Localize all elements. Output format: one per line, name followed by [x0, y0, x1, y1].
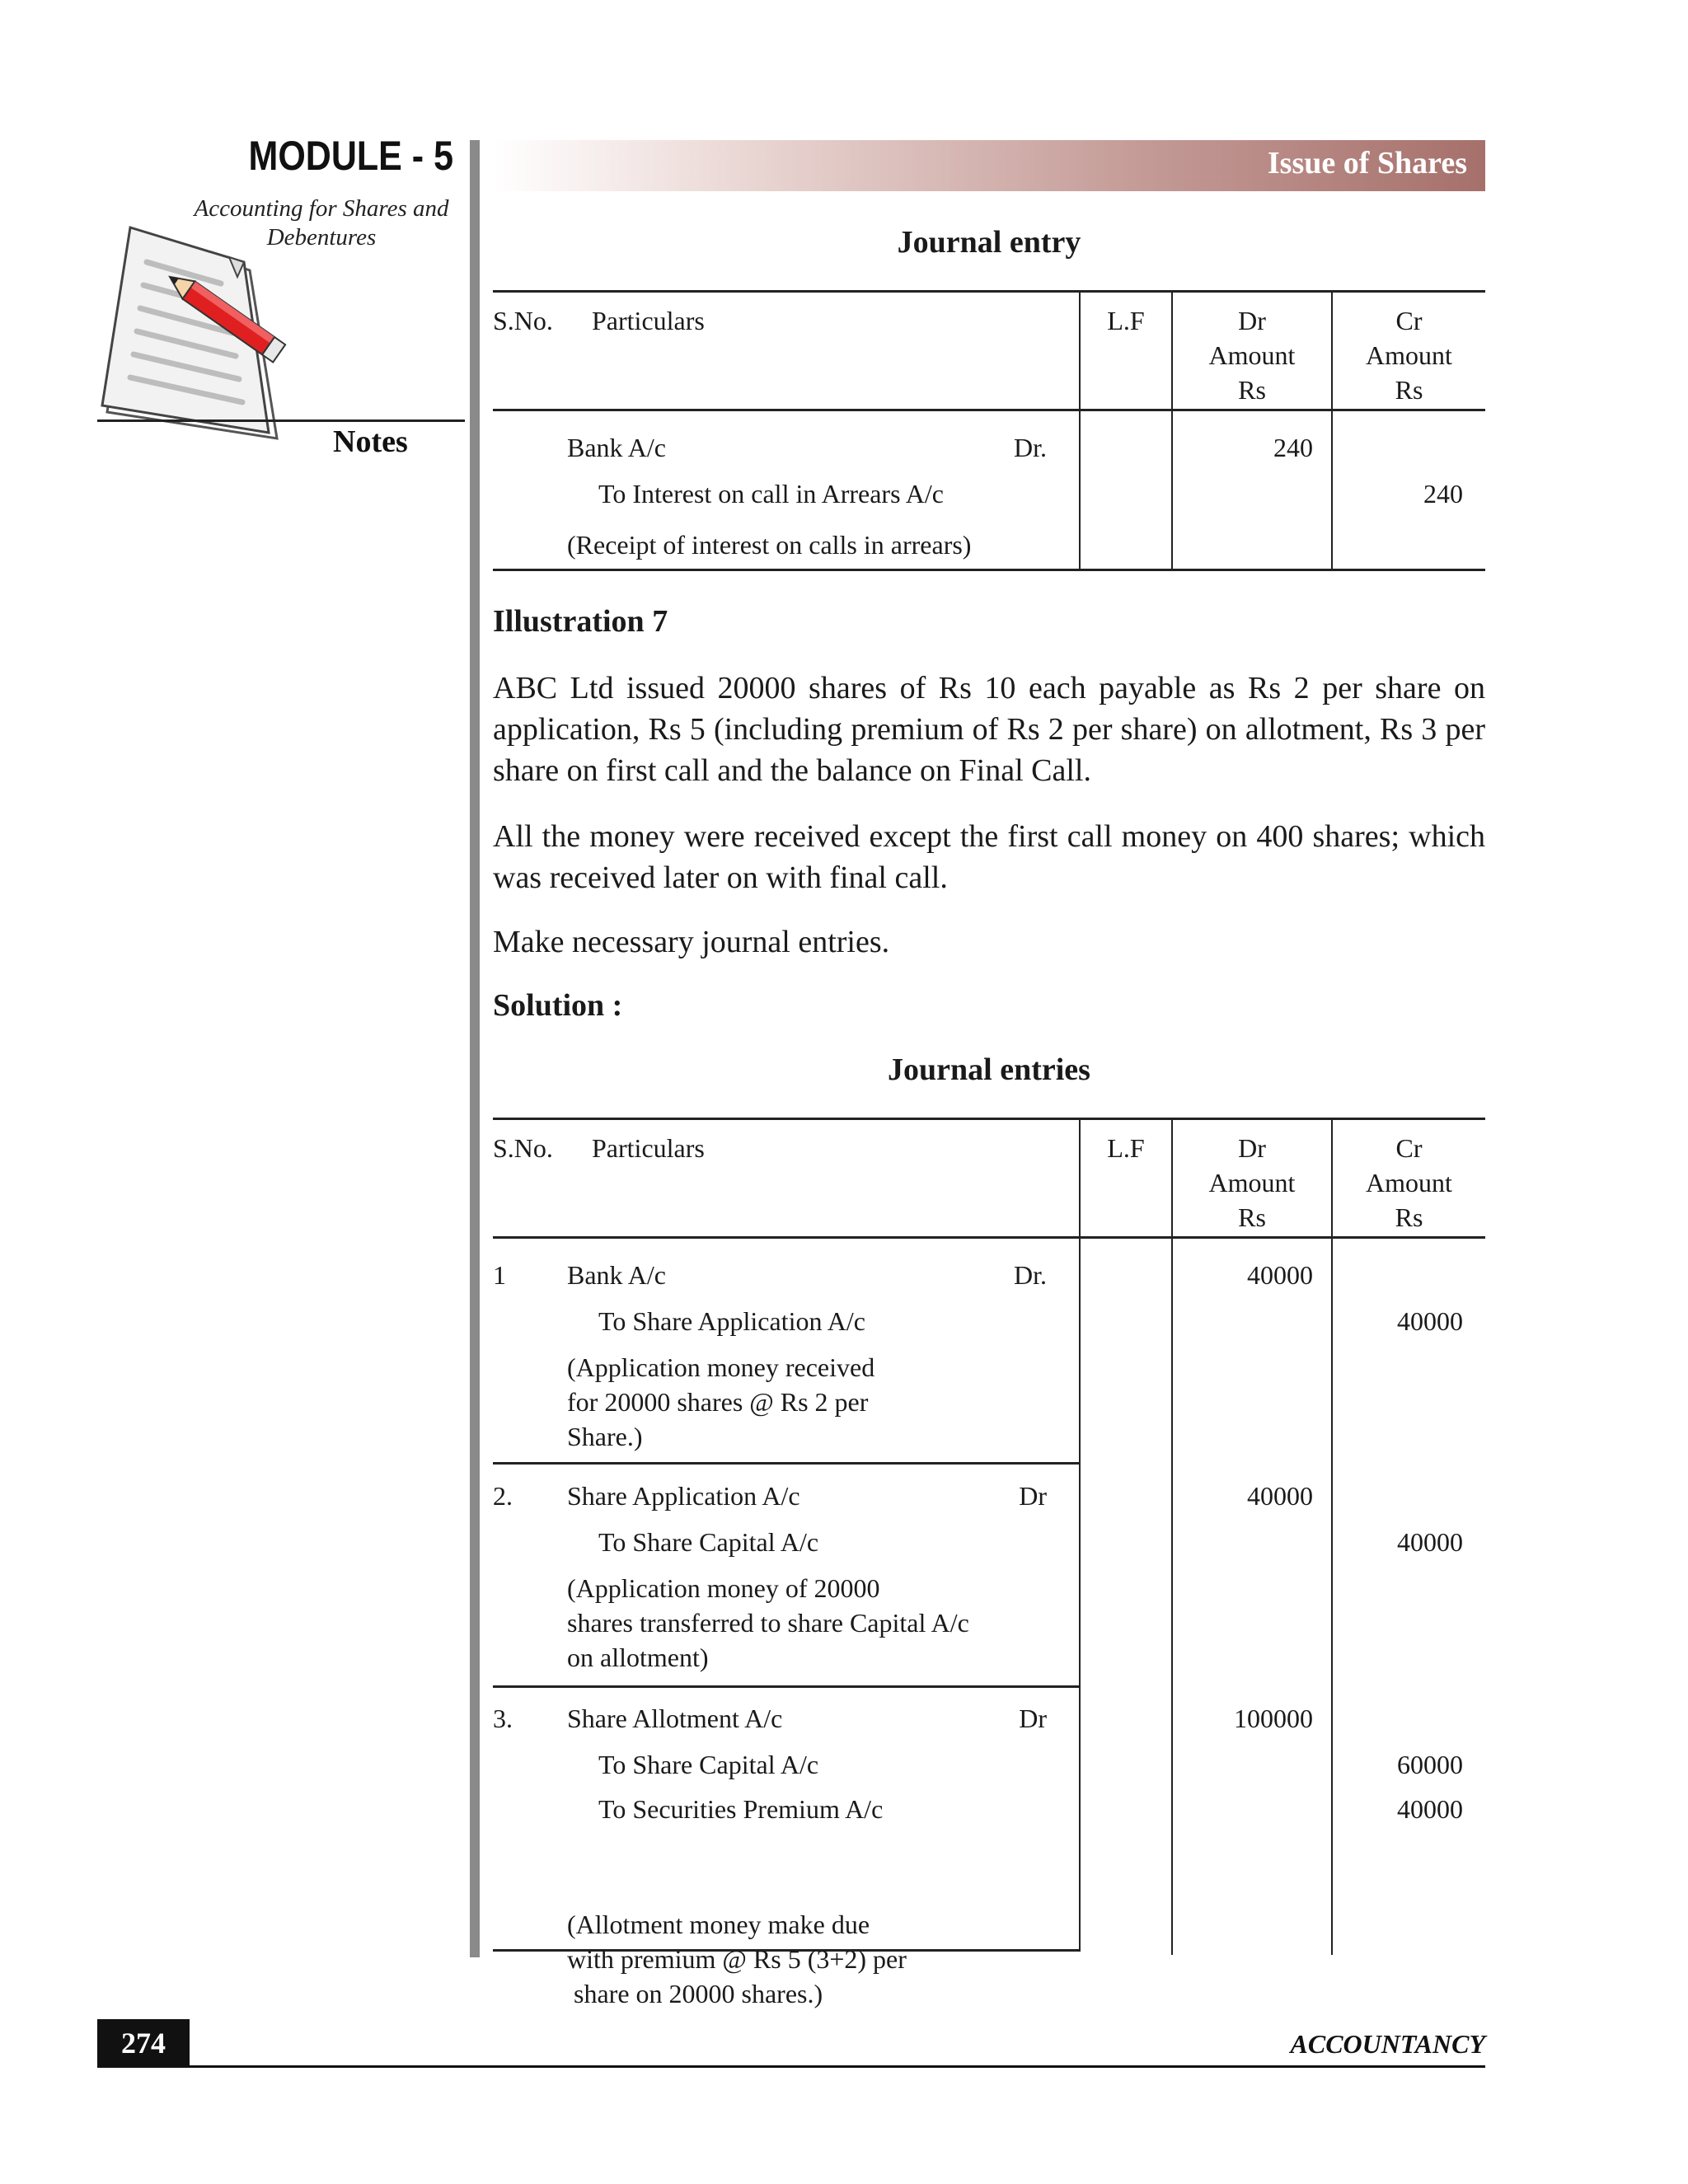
- chapter-title: Issue of Shares: [1267, 146, 1467, 180]
- module-subtitle: Accounting for Shares and Debentures: [194, 195, 449, 251]
- journal-entry-table: [493, 290, 1485, 572]
- module-title: MODULE - 5: [248, 133, 453, 179]
- entry-dr-amount: 40000: [1247, 1481, 1313, 1511]
- footer-subject: ACCOUNTANCY: [1290, 2029, 1485, 2059]
- entry-credit-account: To Share Capital A/c: [598, 1750, 819, 1779]
- entry-narration: (Application money of 20000 shares transferred to share Capital A/c on allotment): [567, 1573, 969, 1672]
- header-dr-amount: Dr Amount Rs: [1208, 306, 1296, 405]
- debit-account: Bank A/c: [567, 433, 666, 462]
- notes-pencil-icon: [97, 223, 320, 453]
- entry-dr-marker: Dr: [1019, 1704, 1047, 1733]
- illustration-paragraph-1: ABC Ltd issued 20000 shares of Rs 10 each payable as Rs 2 per share on application, Rs 5 (including premium of Rs 2 per share) on allotment, Rs 3 per share on first call and the balance on Final Call.: [493, 671, 1485, 788]
- header-particulars: Particulars: [592, 1133, 705, 1163]
- header-lf: L.F: [1107, 1133, 1145, 1163]
- illustration-paragraph-3: Make necessary journal entries.: [493, 925, 890, 959]
- entry-dr-amount: 40000: [1247, 1260, 1313, 1290]
- illustration-paragraph-2: All the money were received except the first call money on 400 shares; which was received later on with final call.: [493, 819, 1485, 895]
- header-particulars: Particulars: [592, 306, 705, 335]
- entry-credit-account: To Share Application A/c: [598, 1306, 865, 1336]
- entry-debit-account: Bank A/c: [567, 1260, 666, 1290]
- entry-sno: 2.: [493, 1481, 513, 1511]
- narration: (Receipt of interest on calls in arrears): [567, 530, 972, 560]
- chapter-header-band: [493, 140, 1485, 191]
- footer-rule: [97, 2065, 1485, 2068]
- entry-cr-amount: 40000: [1397, 1794, 1463, 1824]
- header-sno: S.No.: [493, 306, 553, 335]
- entry-cr-amount: 40000: [1397, 1306, 1463, 1336]
- notes-label: Notes: [333, 424, 408, 459]
- entry-credit-account: To Securities Premium A/c: [598, 1794, 884, 1824]
- entry-dr-marker: Dr: [1019, 1481, 1047, 1511]
- page-number: 274: [97, 2019, 190, 2067]
- dr-marker: Dr.: [1014, 433, 1047, 462]
- entry-debit-account: Share Allotment A/c: [567, 1704, 783, 1733]
- journal-entries-table: [493, 1118, 1485, 2008]
- entry-narration: (Application money received for 20000 shares @ Rs 2 per Share.): [567, 1352, 875, 1451]
- entry-debit-account: Share Application A/c: [567, 1481, 800, 1511]
- entry-sno: 3.: [493, 1704, 513, 1733]
- header-cr-amount: Cr Amount Rs: [1366, 306, 1452, 405]
- dr-amount: 240: [1273, 433, 1313, 462]
- header-sno: S.No.: [493, 1133, 553, 1163]
- entry-sno: 1: [493, 1260, 506, 1290]
- entry-credit-account: To Share Capital A/c: [598, 1527, 819, 1557]
- entry-narration: (Allotment money make due with premium @ Rs 5 (3+2) per share on 20000 shares.): [567, 1910, 907, 2008]
- entry-cr-amount: 60000: [1397, 1750, 1463, 1779]
- header-dr-amount: Dr Amount Rs: [1208, 1133, 1296, 1232]
- solution-label: Solution :: [493, 988, 623, 1023]
- header-lf: L.F: [1107, 306, 1145, 335]
- journal-entry-title: Journal entry: [897, 225, 1081, 260]
- credit-account: To Interest on call in Arrears A/c: [598, 479, 944, 509]
- entry-dr-marker: Dr.: [1014, 1260, 1047, 1290]
- header-cr-amount: Cr Amount Rs: [1366, 1133, 1452, 1232]
- notes-divider: [97, 419, 465, 422]
- entry-cr-amount: 40000: [1397, 1527, 1463, 1557]
- margin-divider-bar: [470, 140, 480, 1957]
- cr-amount: 240: [1423, 479, 1463, 509]
- entry-dr-amount: 100000: [1234, 1704, 1313, 1733]
- illustration-title: Illustration 7: [493, 604, 668, 639]
- journal-entries-title: Journal entries: [888, 1052, 1090, 1087]
